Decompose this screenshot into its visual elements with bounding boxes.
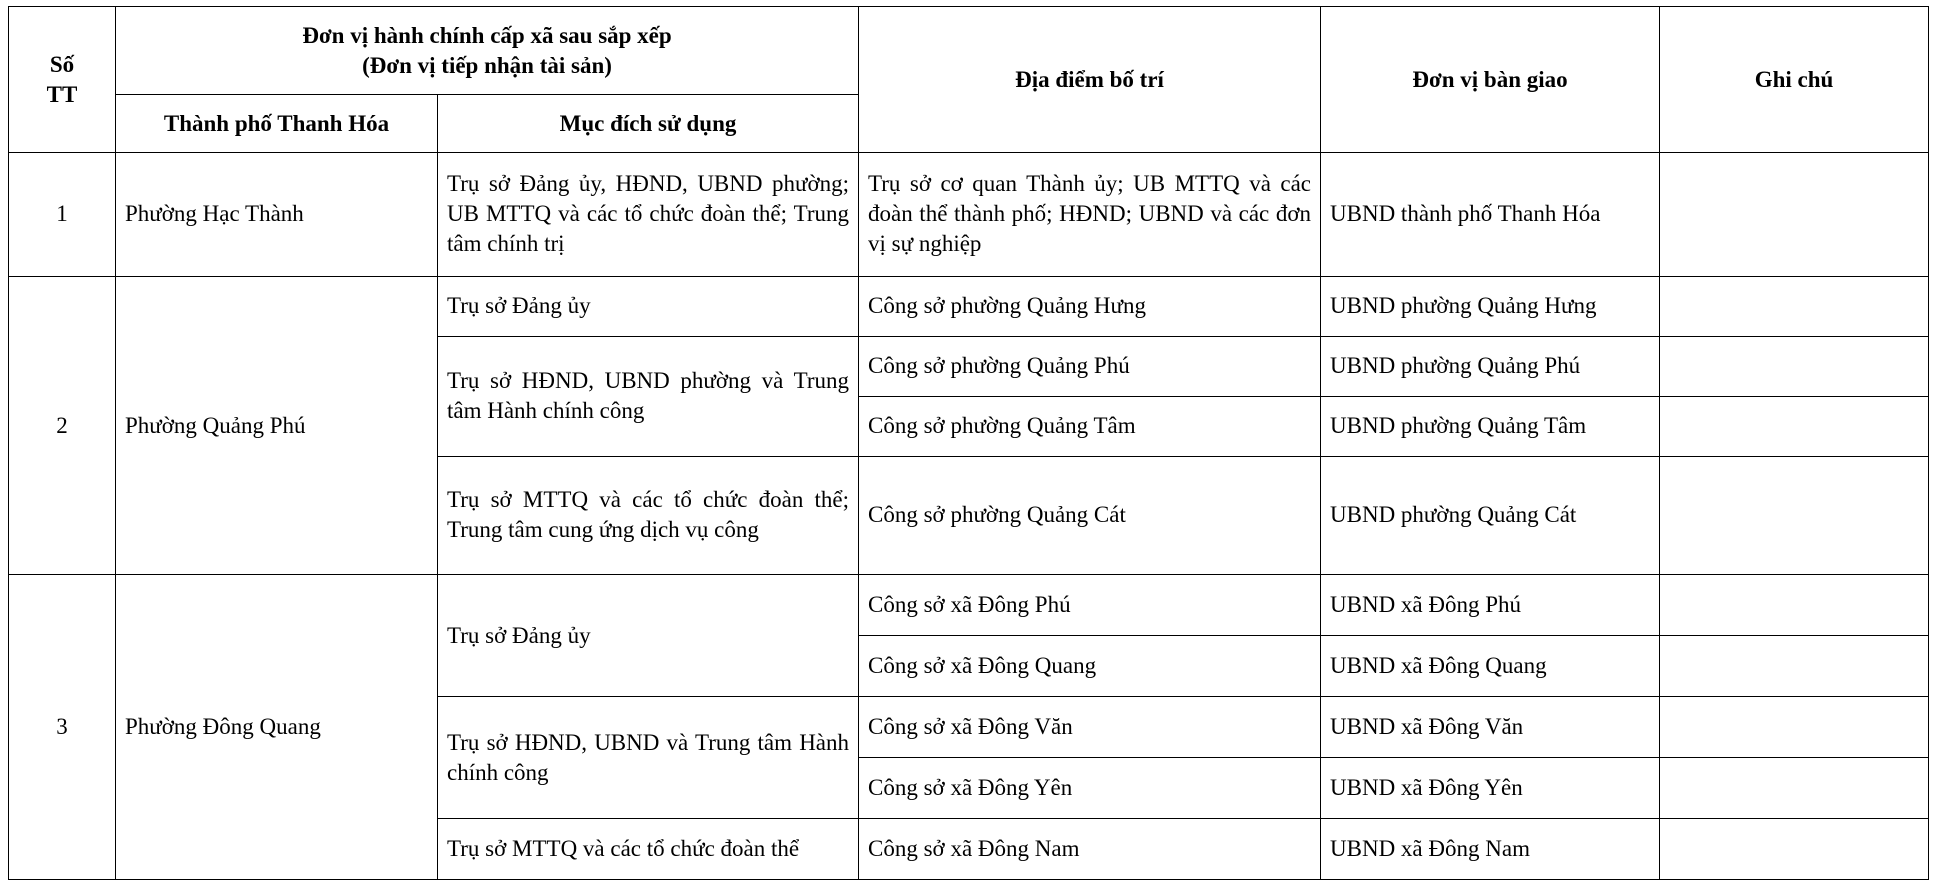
purpose-cell: Trụ sở MTTQ và các tổ chức đoàn thể; Trung tâm cung ứng dịch vụ công: [438, 456, 859, 575]
note-cell: [1660, 818, 1929, 879]
location-cell: Công sở phường Quảng Phú: [859, 336, 1321, 396]
handover-cell: UBND thành phố Thanh Hóa: [1321, 153, 1660, 277]
table-header: [9, 7, 1929, 153]
note-cell: [1660, 636, 1929, 697]
note-cell: [1660, 575, 1929, 636]
note-cell: [1660, 697, 1929, 758]
location-cell: Công sở xã Đông Yên: [859, 758, 1321, 819]
purpose-cell: Trụ sở MTTQ và các tổ chức đoàn thể: [438, 818, 859, 879]
table-row: [9, 276, 1929, 336]
location-cell: Công sở xã Đông Văn: [859, 697, 1321, 758]
asset-allocation-table: [8, 6, 1929, 880]
table-row: [9, 153, 1929, 277]
unit-cell: Phường Đông Quang: [116, 575, 438, 880]
header-location: Địa điểm bố trí: [859, 7, 1321, 153]
handover-cell: UBND xã Đông Nam: [1321, 818, 1660, 879]
handover-cell: UBND xã Đông Quang: [1321, 636, 1660, 697]
header-purpose: Mục đích sử dụng: [438, 95, 859, 153]
location-cell: Công sở phường Quảng Hưng: [859, 276, 1321, 336]
note-cell: [1660, 758, 1929, 819]
location-cell: Trụ sở cơ quan Thành ủy; UB MTTQ và các đoàn thể thành phố; HĐND; UBND và các đơn vị sự nghiệp: [859, 153, 1321, 277]
location-cell: Công sở phường Quảng Tâm: [859, 396, 1321, 456]
handover-cell: UBND xã Đông Yên: [1321, 758, 1660, 819]
location-cell: Công sở xã Đông Nam: [859, 818, 1321, 879]
header-unit-group: Đơn vị hành chính cấp xã sau sắp xếp (Đơn vị tiếp nhận tài sản): [116, 7, 859, 95]
note-cell: [1660, 396, 1929, 456]
header-city: Thành phố Thanh Hóa: [116, 95, 438, 153]
purpose-cell: Trụ sở Đảng ủy, HĐND, UBND phường; UB MTTQ và các tổ chức đoàn thể; Trung tâm chính trị: [438, 153, 859, 277]
purpose-cell: Trụ sở Đảng ủy: [438, 276, 859, 336]
handover-cell: UBND phường Quảng Phú: [1321, 336, 1660, 396]
location-cell: Công sở phường Quảng Cát: [859, 456, 1321, 575]
handover-cell: UBND xã Đông Văn: [1321, 697, 1660, 758]
handover-cell: UBND xã Đông Phú: [1321, 575, 1660, 636]
handover-cell: UBND phường Quảng Hưng: [1321, 276, 1660, 336]
stt-cell: 1: [9, 153, 116, 277]
table-row: [9, 575, 1929, 636]
stt-cell: 3: [9, 575, 116, 880]
header-handover: Đơn vị bàn giao: [1321, 7, 1660, 153]
handover-cell: UBND phường Quảng Tâm: [1321, 396, 1660, 456]
table-body: [9, 153, 1929, 880]
unit-cell: Phường Hạc Thành: [116, 153, 438, 277]
note-cell: [1660, 336, 1929, 396]
stt-cell: 2: [9, 276, 116, 574]
purpose-cell: Trụ sở Đảng ủy: [438, 575, 859, 697]
header-stt: Số TT: [9, 7, 116, 153]
note-cell: [1660, 276, 1929, 336]
location-cell: Công sở xã Đông Quang: [859, 636, 1321, 697]
header-row-1: [9, 7, 1929, 95]
purpose-cell: Trụ sở HĐND, UBND phường và Trung tâm Hành chính công: [438, 336, 859, 456]
header-note: Ghi chú: [1660, 7, 1929, 153]
note-cell: [1660, 456, 1929, 575]
purpose-cell: Trụ sở HĐND, UBND và Trung tâm Hành chính công: [438, 697, 859, 819]
handover-cell: UBND phường Quảng Cát: [1321, 456, 1660, 575]
location-cell: Công sở xã Đông Phú: [859, 575, 1321, 636]
unit-cell: Phường Quảng Phú: [116, 276, 438, 574]
note-cell: [1660, 153, 1929, 277]
